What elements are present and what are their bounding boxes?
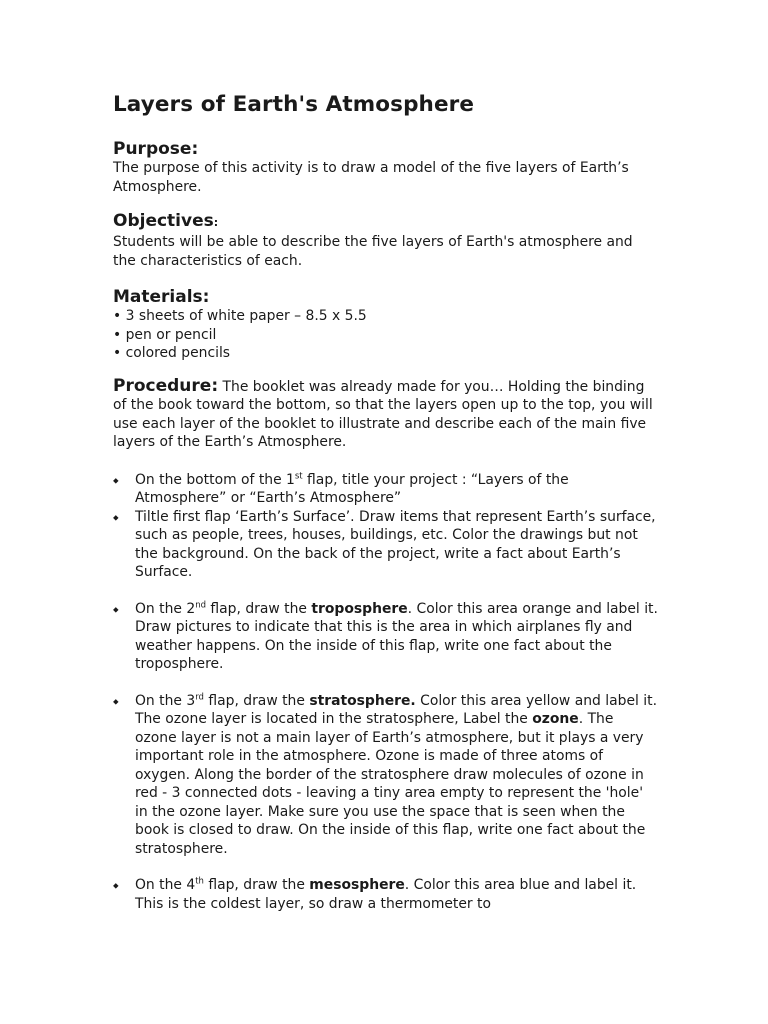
step-1-ordinal: st — [294, 470, 303, 481]
step-5-text-b: flap, draw the — [203, 877, 310, 893]
procedure-text: The booklet was already made for you… Holding the binding of the book toward the bottom, so that the layers open up to the top, you will use each layer of the booklet to illustrate and describe each of the main five layers of the Earth’s Atmosphere. — [113, 378, 653, 450]
objectives-heading-text: Objectives — [113, 211, 214, 231]
diamond-bullet-icon: ⬥ — [113, 475, 119, 485]
step-2-text: Tiltle first flap ‘Earth’s Surface’. Draw items that represent Earth’s surface, such as people, trees, houses, buildings, etc. Color the drawings but not the background. On the back of the project, write a fact about Earth’s Surface. — [135, 508, 656, 580]
document-title: Layers of Earth's Atmosphere — [113, 92, 475, 117]
materials-section — [113, 287, 658, 363]
step-4-ozone-term: ozone — [532, 711, 579, 727]
diamond-bullet-icon: ⬥ — [113, 512, 119, 522]
diamond-bullet-icon: ⬥ — [113, 881, 119, 890]
step-item-4 — [113, 692, 658, 859]
step-4-text-d: . The ozone layer is not a main layer of Earth’s atmosphere, but it plays a very important role in the atmosphere. Ozone is made of three atoms of oxygen. Along the border of the stratosphere draw molecules of ozone in red - 3 connected dots - leaving a tiny area empty to represent the 'hole' in the ozone layer. Make sure you use the space that is seen when the book is closed to draw. On the inside of this flap, write one fact about the stratosphere. — [135, 711, 646, 857]
step-item-5 — [113, 876, 658, 913]
step-3-text-c: . Color this area orange and label it. Draw pictures to indicate that this is the area in which airplanes fly and weather happens. On the inside of this flap, write one fact about the troposphere. — [135, 600, 658, 672]
step-5-ordinal: th — [195, 876, 204, 887]
diamond-bullet-icon: ⬥ — [113, 696, 119, 706]
procedure-heading: Procedure: — [113, 375, 219, 396]
step-5-text-c: . Color this area blue and label it. This is the coldest layer, so draw a thermometer to — [135, 877, 637, 912]
step-5-text-a: On the 4 — [135, 877, 196, 893]
document-page — [113, 90, 658, 913]
step-4-text-b: flap, draw the — [203, 692, 310, 709]
step-4-text-c: Color this area yellow and label it. The ozone layer is located in the stratosphere, Label the — [135, 692, 657, 727]
step-item-2 — [113, 508, 658, 582]
objectives-heading-colon: : — [213, 216, 219, 229]
objectives-section — [113, 211, 658, 270]
materials-list — [113, 307, 658, 363]
purpose-text: The purpose of this activity is to draw a model of the five layers of Earth’s Atmosphere. — [113, 160, 629, 195]
objectives-heading — [113, 211, 658, 233]
procedure-paragraph — [113, 377, 658, 452]
step-3-text-b: flap, draw the — [206, 600, 312, 617]
step-1-text-b: flap, title your project : “Layers of the Atmosphere” or “Earth’s Atmosphere” — [135, 471, 569, 506]
step-item-3 — [113, 600, 658, 674]
materials-heading: Materials: — [113, 287, 210, 307]
purpose-heading: Purpose: — [113, 139, 199, 159]
step-3-text-a: On the 2 — [135, 600, 196, 617]
objectives-text: Students will be able to describe the five layers of Earth's atmosphere and the characteristics of each. — [113, 234, 633, 269]
step-3-layer-name: troposphere — [311, 600, 408, 617]
step-4-layer-name: stratosphere. — [309, 692, 416, 709]
step-4-ordinal: rd — [195, 691, 204, 702]
step-1-text-a: On the bottom of the 1 — [135, 471, 295, 488]
materials-item: • 3 sheets of white paper – 8.5 x 5.5 — [113, 308, 367, 324]
step-4-text-a: On the 3 — [135, 692, 196, 709]
materials-item: • pen or pencil — [113, 326, 217, 343]
step-5-layer-name: mesosphere — [309, 877, 405, 893]
diamond-bullet-icon: ⬥ — [113, 604, 119, 614]
step-item-1 — [113, 471, 658, 508]
step-3-ordinal: nd — [195, 599, 206, 610]
materials-item: • colored pencils — [113, 345, 231, 361]
purpose-section — [113, 139, 658, 196]
procedure-steps — [113, 471, 658, 914]
